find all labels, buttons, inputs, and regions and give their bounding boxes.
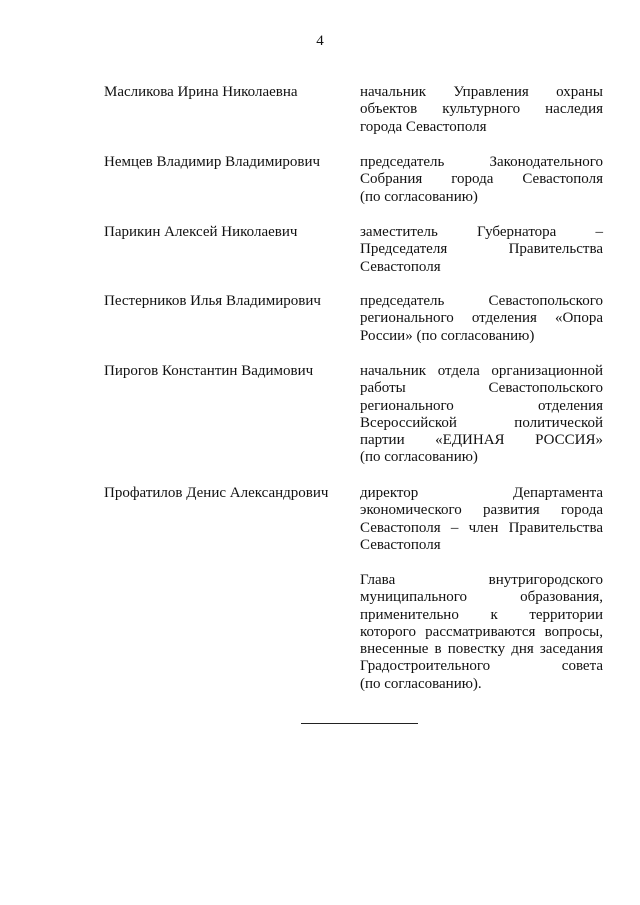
member-name: Немцев Владимир Владимирович [104,154,321,170]
page-number: 4 [316,33,324,49]
position-line: начальник Управления охраны [360,84,603,100]
position-line: которого рассматриваются вопросы, [360,623,603,640]
position-line: (по согласованию). [360,675,482,692]
position-line: экономического развития города [360,502,603,519]
position-line: (по согласованию) [360,188,478,205]
position-line: Севастополя [360,536,441,553]
position-line: внесенные в повестку дня заседания [360,641,603,658]
position-line: начальник отдела организационной [360,363,603,379]
member-position [360,224,603,276]
member-position [360,572,603,693]
member-position [360,363,603,467]
position-line: председатель Законодательного [360,154,603,170]
member-position [360,293,603,345]
position-line: Градостроительного совета [360,658,603,675]
member-name: Парикин Алексей Николаевич [104,224,298,240]
position-line: Всероссийской политической [360,414,603,431]
position-line: России» (по согласованию) [360,327,535,344]
position-line: партии «ЕДИНАЯ РОССИЯ» [360,432,603,449]
position-line: директор Департамента [360,485,603,501]
position-line: (по согласованию) [360,449,478,466]
position-line: муниципального образования, [360,589,603,606]
member-name: Пирогов Константин Вадимович [104,363,314,379]
position-line: регионального отделения «Опора [360,310,603,327]
member-position [360,485,603,554]
position-line: применительно к территории [360,606,603,623]
member-name: Пестерников Илья Владимирович [104,293,321,309]
position-line: регионального отделения [360,397,603,414]
position-line: Глава внутригородского [360,572,603,588]
position-line: Собрания города Севастополя [360,171,603,188]
position-line: Севастополя – член Правительства [360,519,603,536]
position-line: председатель Севастопольского [360,293,603,309]
position-line: города Севастополя [360,118,487,135]
member-position [360,154,603,206]
position-line: Севастополя [360,258,441,275]
position-line: объектов культурного наследия [360,101,603,118]
member-name: Масликова Ирина Николаевна [104,84,298,100]
position-line: Председателя Правительства [360,241,603,258]
position-line: работы Севастопольского [360,380,603,397]
position-line: заместитель Губернатора – [360,224,603,240]
separator-line [301,723,418,724]
member-name: Профатилов Денис Александрович [104,485,329,501]
member-position [360,84,603,136]
